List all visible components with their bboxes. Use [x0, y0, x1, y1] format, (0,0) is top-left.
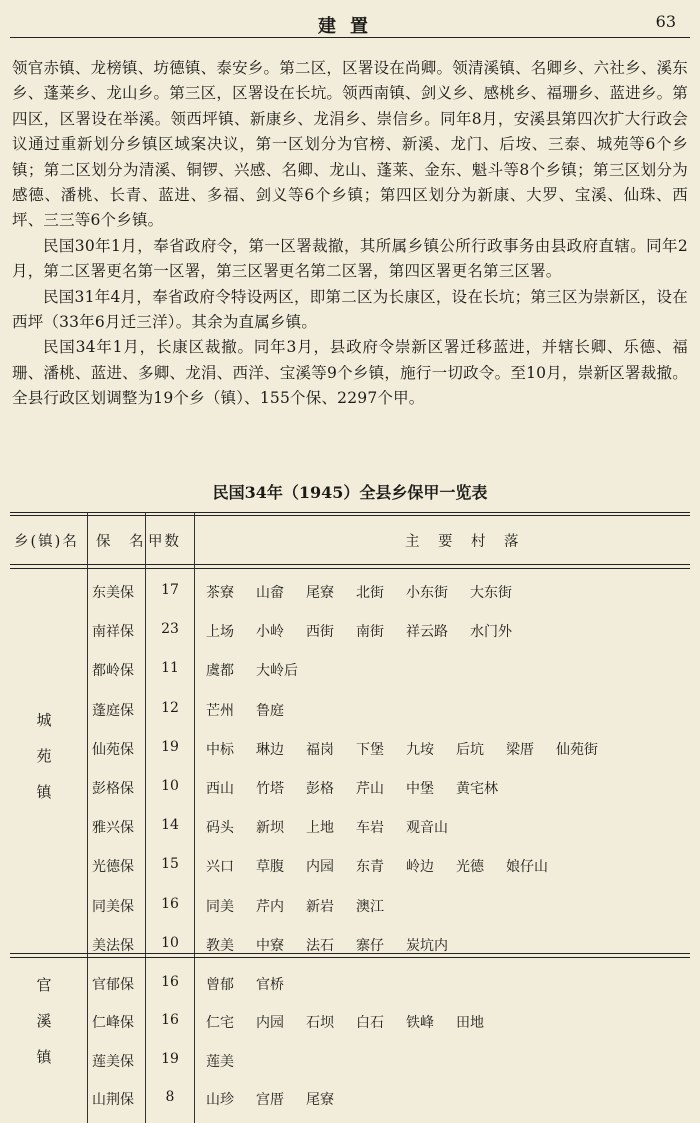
- village-name: 同美: [206, 898, 234, 915]
- header-jia: 甲数: [148, 534, 181, 550]
- bao-name: 同美保: [92, 898, 134, 915]
- village-name: 鲁庭: [256, 702, 284, 719]
- village-name: 中标: [206, 741, 234, 758]
- header-villages: 主 要 村 落: [405, 534, 521, 550]
- village-name: 福岗: [306, 741, 334, 758]
- village-name: 南街: [356, 624, 384, 641]
- village-name: 莲美: [206, 1053, 234, 1070]
- jia-count: 19: [161, 1050, 179, 1067]
- page-number: 63: [655, 12, 676, 31]
- village-list: [206, 1012, 506, 1032]
- township-name: [30, 967, 58, 1075]
- village-name: 下堡: [356, 741, 384, 758]
- village-name: 光德: [456, 859, 484, 876]
- village-name: 铁峰: [406, 1015, 434, 1032]
- group-divider-rule-inner: [10, 957, 690, 958]
- bao-name: 山荆保: [92, 1091, 134, 1108]
- jia-count: 10: [161, 778, 179, 794]
- village-list: [206, 974, 306, 994]
- village-name: 新坝: [256, 820, 284, 837]
- village-name: 内园: [256, 1015, 284, 1032]
- jia-count: 11: [161, 660, 179, 677]
- jia-count: 10: [161, 934, 179, 951]
- village-name: 官桥: [256, 977, 284, 993]
- village-name: 曾郁: [206, 977, 234, 993]
- jia-count: 23: [161, 621, 179, 638]
- village-name: 宫厝: [256, 1091, 284, 1108]
- village-list: [206, 621, 534, 641]
- village-name: 码头: [206, 820, 234, 837]
- village-name: 石坝: [306, 1015, 334, 1032]
- col-divider-jia: [194, 512, 195, 1123]
- header-township: 乡(镇)名: [14, 534, 79, 550]
- village-name: 兴口: [206, 859, 234, 876]
- table-title: 民国34年（1945）全县乡保甲一览表: [212, 483, 488, 502]
- bao-name: 雅兴保: [92, 820, 134, 837]
- township-char: 苑: [36, 747, 52, 765]
- township-char: 镇: [36, 783, 52, 801]
- village-name: 虞都: [206, 663, 234, 680]
- village-name: 黄宅林: [456, 781, 498, 797]
- village-name: 茶寮: [206, 585, 234, 601]
- running-title: 建置: [318, 16, 382, 37]
- village-name: 芹山: [356, 781, 384, 797]
- village-name: 芒州: [206, 702, 234, 719]
- village-name: 梁厝: [506, 741, 534, 758]
- village-name: 西街: [306, 624, 334, 641]
- village-name: 娘仔山: [506, 859, 548, 876]
- village-name: 内园: [306, 859, 334, 876]
- village-name: 竹塔: [256, 781, 284, 797]
- bao-name: 东美保: [92, 585, 134, 601]
- village-list: [206, 660, 320, 680]
- header-rule: [10, 37, 690, 38]
- village-name: 上地: [306, 820, 334, 837]
- village-list: [206, 896, 406, 916]
- village-name: 白石: [356, 1015, 384, 1032]
- village-name: 北街: [356, 585, 384, 601]
- bao-name: 美法保: [92, 937, 134, 954]
- village-list: [206, 817, 470, 837]
- village-name: 西山: [206, 781, 234, 797]
- bao-name: 蓬庭保: [92, 702, 134, 719]
- village-list: [206, 1089, 356, 1109]
- village-name: 车岩: [356, 820, 384, 837]
- village-name: 寨仔: [356, 937, 384, 954]
- village-name: 大东街: [470, 585, 512, 601]
- village-name: 上场: [206, 624, 234, 641]
- township-char: 城: [36, 711, 52, 729]
- township-char: 溪: [36, 1012, 52, 1030]
- village-name: 大岭后: [256, 663, 298, 680]
- table-top-rule-inner: [10, 515, 690, 516]
- village-name: 小东街: [406, 585, 448, 601]
- village-name: 中寮: [256, 937, 284, 954]
- page-header: [0, 0, 700, 36]
- paragraph-3: 民国31年4月，奉省政府令特设两区，即第二区为长康区，设在长坑；第三区为崇新区，设在西坪（33年6月迁三洋）。其余为直属乡镇。: [12, 287, 688, 332]
- jia-count: 15: [161, 856, 179, 873]
- village-name: 琳边: [256, 741, 284, 758]
- village-list: [206, 935, 470, 955]
- village-name: 尾寮: [306, 1091, 334, 1108]
- village-name: 观音山: [406, 820, 448, 837]
- paragraph-2: 民国30年1月，奉省政府令，第一区署裁撤，其所属乡镇公所行政事务由县政府直辖。同年2月，第二区署更名第一区署，第三区署更名第二区署，第四区署更名第三区署。: [12, 236, 688, 281]
- village-name: 仙苑街: [556, 741, 598, 758]
- village-name: 田地: [456, 1015, 484, 1032]
- village-name: 新岩: [306, 898, 334, 915]
- village-list: [206, 739, 620, 759]
- header-bottom-rule-inner: [10, 568, 690, 569]
- bao-name: 仁峰保: [92, 1015, 134, 1032]
- village-name: 仁宅: [206, 1015, 234, 1032]
- village-name: 炭坑内: [406, 937, 448, 954]
- township-char: 官: [36, 976, 52, 994]
- village-name: 岭边: [406, 859, 434, 876]
- village-name: 尾寮: [306, 585, 334, 601]
- header-bao: 保 名: [96, 534, 146, 550]
- bao-name: 光德保: [92, 859, 134, 876]
- header-bottom-rule: [10, 564, 690, 565]
- bao-name: 官郁保: [92, 977, 134, 993]
- jia-count: 12: [161, 699, 179, 716]
- village-name: 澳江: [356, 898, 384, 915]
- village-name: 中堡: [406, 781, 434, 797]
- jia-count: 16: [161, 1012, 179, 1029]
- bao-name: 都岭保: [92, 663, 134, 680]
- village-name: 小岭: [256, 624, 284, 641]
- village-list: [206, 582, 534, 602]
- village-name: 后坑: [456, 741, 484, 758]
- village-name: 法石: [306, 937, 334, 954]
- bao-jia-table: [0, 512, 700, 1123]
- village-list: [206, 700, 306, 720]
- jia-count: 17: [161, 582, 179, 598]
- township-name: [30, 702, 58, 810]
- village-name: 祥云路: [406, 624, 448, 641]
- jia-count: 19: [161, 738, 179, 755]
- village-name: 九垵: [406, 741, 434, 758]
- village-name: 山畲: [256, 585, 284, 601]
- table-top-rule: [10, 512, 690, 513]
- jia-count: 16: [161, 895, 179, 912]
- bao-name: 莲美保: [92, 1053, 134, 1070]
- col-divider-township: [87, 512, 88, 1123]
- village-list: [206, 1051, 256, 1071]
- village-list: [206, 778, 520, 798]
- village-name: 水门外: [470, 624, 512, 641]
- village-name: 草腹: [256, 859, 284, 876]
- paragraph-1: 领官赤镇、龙榜镇、坊德镇、泰安乡。第二区，区署设在尚卿。领清溪镇、名卿乡、六社乡、溪东乡、蓬莱乡、龙山乡。第三区，区署设在长坑。领西南镇、剑义乡、感桃乡、福珊乡、蓝进乡。第四区，区署设在举溪。领西坪镇、新康乡、龙涓乡、崇信乡。同年8月，安溪县第四次扩大行政会议通过重新划分乡镇区域案决议，第一区划分为官榜、新溪、龙门、后垵、三泰、城苑等6个乡镇；第二区划分为清溪、铜锣、兴感、名卿、龙山、蓬莱、金东、魁斗等8个乡镇；第三区划分为感德、潘桃、长青、蓝进、多福、剑义等6个乡镇；第四区划分为新康、大罗、宝溪、仙珠、西坪、三三等6个乡镇。: [12, 59, 688, 230]
- village-name: 芹内: [256, 898, 284, 915]
- village-name: 山珍: [206, 1091, 234, 1108]
- body-text: [12, 56, 688, 412]
- village-name: 教美: [206, 937, 234, 954]
- jia-count: 8: [165, 1088, 175, 1105]
- paragraph-4: 民国34年1月，长康区裁撤。同年3月，县政府令崇新区署迁移蓝进，并辖长卿、乐德、福珊、潘桃、蓝进、多卿、龙涓、西洋、宝溪等9个乡镇，施行一切政令。至10月，崇新区署裁撤。全县行政区划调整为19个乡（镇）、155个保、2297个甲。: [12, 338, 688, 408]
- village-list: [206, 856, 570, 876]
- jia-count: 16: [161, 974, 179, 990]
- bao-name: 彭格保: [92, 781, 134, 797]
- col-divider-bao: [145, 512, 146, 1123]
- bao-name: 南祥保: [92, 624, 134, 641]
- bao-name: 仙苑保: [92, 741, 134, 758]
- jia-count: 14: [161, 817, 179, 834]
- village-name: 东青: [356, 859, 384, 876]
- village-name: 彭格: [306, 781, 334, 797]
- township-char: 镇: [36, 1048, 52, 1066]
